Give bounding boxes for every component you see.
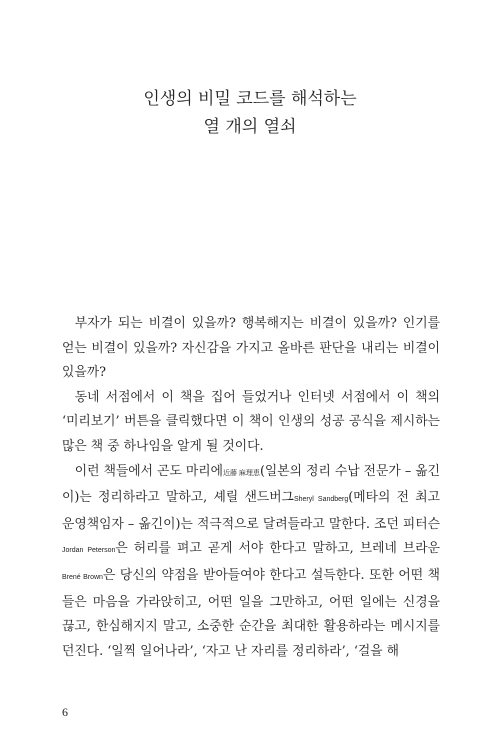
peterson-english-annotation: Jordan Peterson [62, 547, 116, 555]
paragraph-3-part-e: 은 당신의 약점을 받아들여야 한다고 설득한다. 또한 어떤 책들은 마음을 가라앉히고, 어떤 일을 그만하고, 어떤 일에는 신경을 끊고, 한심해지지 말고, 소중한 순간을 최대한 활용하라는 메시지를 던진다. ‘일찍 일어나라’, ‘자고 난 자리를 정리하라’, ‘걸을 해 [62, 567, 440, 659]
sandberg-english-annotation: Sheryl Sandberg [293, 496, 349, 504]
paragraph-3-part-a: 이런 책들에서 곤도 마리에 [74, 463, 223, 479]
paragraph-3-part-c: (메타의 전 최고 운영책임자 – 옮긴이)는 적극적으로 달려들라고 말한다. 조던 피터슨 [62, 490, 440, 532]
kondo-kanji-annotation: 近藤 麻理恵 [222, 469, 260, 477]
chapter-title [0, 85, 500, 141]
chapter-title-line-1: 인생의 비밀 코드를 해석하는 [143, 89, 357, 109]
paragraph-1: 부자가 되는 비결이 있을까? 행복해지는 비결이 있을까? 인기를 얻는 비결이 있을까? 자신감을 가지고 올바른 판단을 내리는 비결이 있을까? [62, 316, 440, 381]
brown-english-annotation: Brené Brown [62, 573, 103, 581]
paragraph-3-part-d: 은 허리를 펴고 곧게 서야 한다고 말하고, 브레네 브라운 [115, 541, 440, 557]
paragraph-3-part-b: (일본의 정리 수납 전문가 – 옮긴이)는 정리하라고 말하고, 셰릴 샌드버그 [62, 463, 441, 506]
paragraph-3 [62, 460, 440, 665]
body-text [62, 312, 440, 664]
paragraph-2: 동네 서점에서 이 책을 집어 들었거나 인터넷 서점에서 이 책의 ‘미리보기’ 버튼을 클릭했다면 이 책이 인생의 성공 공식을 제시하는 많은 책 중 하나임을 알게 될 것이다. [62, 389, 440, 454]
chapter-title-line-2: 열 개의 열쇠 [203, 117, 297, 137]
page-number: 6 [62, 705, 68, 719]
